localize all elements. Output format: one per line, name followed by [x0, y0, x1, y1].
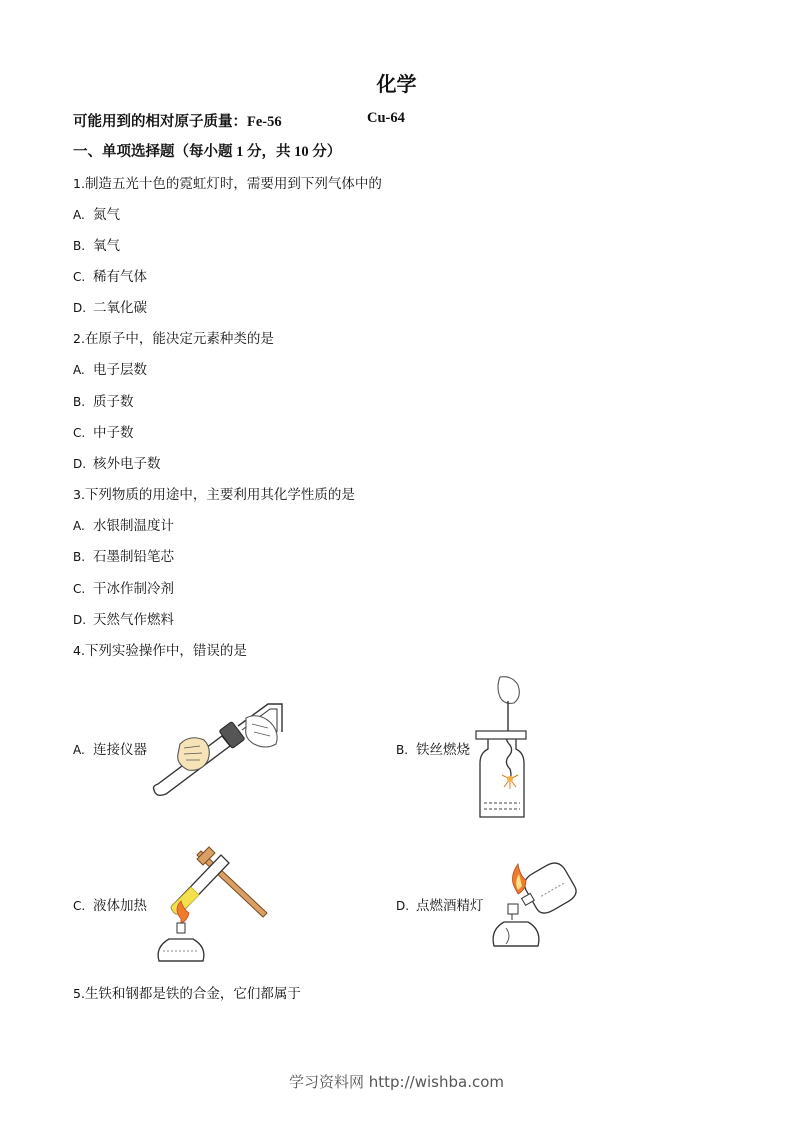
question-2 — [73, 327, 274, 347]
option-4b[interactable] — [396, 738, 470, 758]
option-letter: C. — [73, 270, 86, 284]
option-text: 点燃酒精灯 — [416, 898, 484, 914]
option-letter: A. — [73, 208, 85, 222]
option-text: 电子层数 — [93, 362, 147, 378]
option-text: 连接仪器 — [93, 742, 147, 758]
question-number: 3. — [73, 487, 85, 502]
option-text: 天然气作燃料 — [93, 612, 174, 628]
option-text: 核外电子数 — [93, 456, 161, 472]
option-1d[interactable] — [73, 296, 147, 316]
question-number: 1. — [73, 176, 85, 191]
option-1c[interactable] — [73, 265, 147, 285]
option-3d[interactable] — [73, 608, 174, 628]
option-letter: B. — [73, 239, 86, 253]
option-letter: A. — [73, 743, 85, 757]
option-1b[interactable] — [73, 234, 120, 254]
liquid-heating-illustration — [145, 843, 270, 968]
option-2a[interactable] — [73, 358, 147, 378]
option-3a[interactable] — [73, 514, 174, 534]
option-letter: C. — [73, 899, 86, 913]
option-2b[interactable] — [73, 390, 134, 410]
question-text: 制造五光十色的霓虹灯时，需要用到下列气体中的 — [84, 176, 382, 192]
option-text: 液体加热 — [93, 898, 147, 914]
question-number: 5. — [73, 986, 85, 1001]
connect-apparatus-illustration — [150, 698, 290, 798]
option-letter: B. — [73, 550, 86, 564]
question-text: 在原子中，能决定元素种类的是 — [84, 331, 274, 347]
option-text: 稀有气体 — [93, 269, 147, 285]
option-text: 质子数 — [93, 394, 134, 410]
option-1a[interactable] — [73, 203, 120, 223]
option-text: 水银制温度计 — [93, 518, 174, 534]
option-text: 氧气 — [93, 238, 120, 254]
option-letter: D. — [73, 457, 87, 471]
option-text: 中子数 — [93, 425, 134, 441]
option-4d[interactable] — [396, 894, 484, 914]
question-text: 下列物质的用途中，主要利用其化学性质的是 — [84, 487, 355, 503]
option-letter: C. — [73, 426, 86, 440]
question-text: 生铁和钢都是铁的合金，它们都属于 — [84, 986, 301, 1002]
atomic-mass-cu: Cu-64 — [367, 110, 405, 126]
lighting-alcohol-lamp-illustration — [490, 858, 580, 953]
option-letter: A. — [73, 519, 85, 533]
option-2d[interactable] — [73, 452, 161, 472]
section-heading: 一、单项选择题（每小题 1 分，共 10 分） — [73, 144, 342, 160]
option-letter: A. — [73, 363, 85, 377]
question-3 — [73, 483, 355, 503]
option-4c[interactable] — [73, 894, 147, 914]
option-3c[interactable] — [73, 577, 174, 597]
question-4 — [73, 639, 247, 659]
option-text: 石墨制铅笔芯 — [93, 549, 174, 565]
atomic-mass-label: 可能用到的相对原子质量：Fe-56 — [73, 114, 282, 130]
page-title: 化学 — [376, 72, 417, 96]
option-letter: C. — [73, 582, 86, 596]
option-text: 二氧化碳 — [93, 300, 147, 316]
question-text: 下列实验操作中，错误的是 — [84, 643, 247, 659]
option-text: 干冰作制冷剂 — [93, 581, 174, 597]
iron-wire-combustion-illustration — [474, 675, 534, 820]
option-2c[interactable] — [73, 421, 134, 441]
option-4a[interactable] — [73, 738, 147, 758]
option-letter: D. — [396, 899, 410, 913]
question-1 — [73, 172, 382, 192]
question-5 — [73, 982, 301, 1002]
option-text: 铁丝燃烧 — [416, 742, 470, 758]
option-letter: D. — [73, 613, 87, 627]
option-letter: D. — [73, 301, 87, 315]
option-text: 氮气 — [93, 207, 120, 223]
option-letter: B. — [396, 743, 409, 757]
option-letter: B. — [73, 395, 86, 409]
question-number: 4. — [73, 643, 85, 658]
question-number: 2. — [73, 331, 85, 346]
option-3b[interactable] — [73, 545, 174, 565]
footer-watermark: 学习资料网 http://wishba.com — [289, 1073, 504, 1091]
